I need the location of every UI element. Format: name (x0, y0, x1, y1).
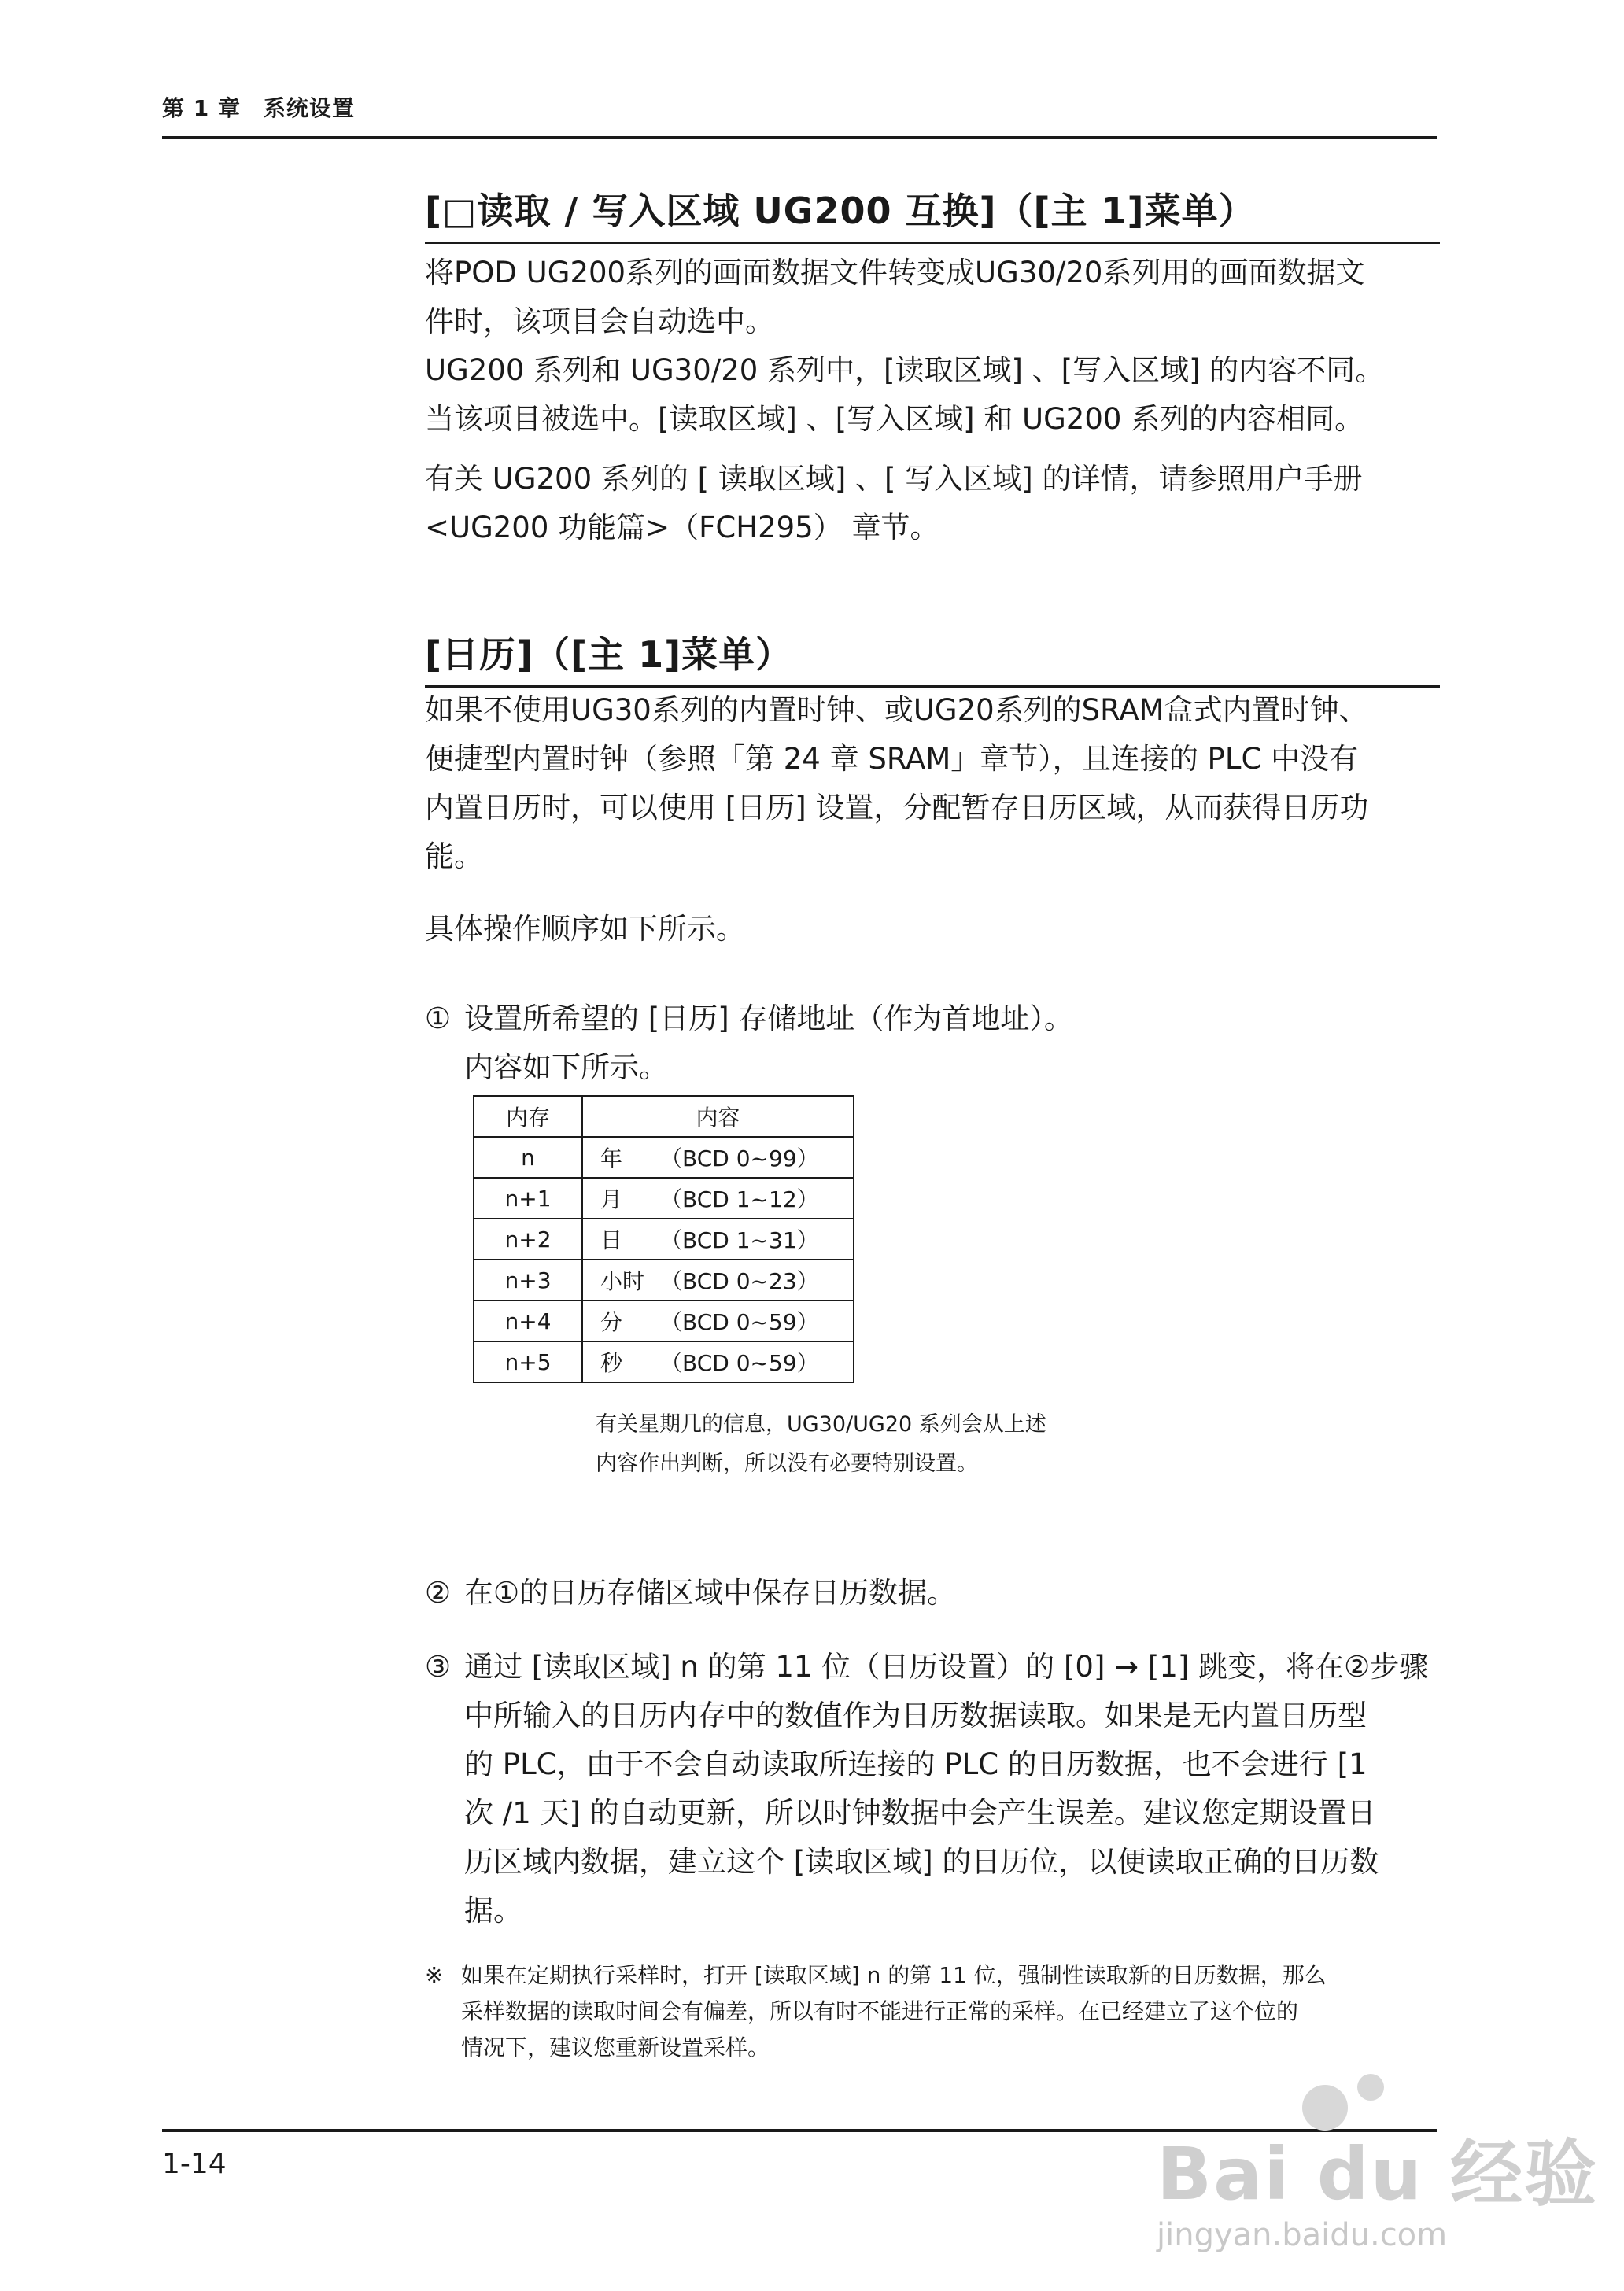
step-2 (425, 1569, 1440, 1618)
range-label: （BCD 0~23） (660, 1268, 819, 1294)
text-line: 的 PLC，由于不会自动读取所连接的 PLC 的日历数据，也不会进行 [1 (464, 1747, 1367, 1781)
content-cell (582, 1260, 854, 1300)
memory-cell: n (474, 1137, 582, 1178)
table-row (474, 1219, 854, 1260)
text-line: 件时，该项目会自动选中。 (425, 304, 774, 338)
content-cell (582, 1219, 854, 1260)
text-line: 有关 UG200 系列的 [ 读取区域] 、[ 写入区域] 的详情，请参照用户手册 (425, 462, 1363, 496)
step-text: 在①的日历存储区域中保存日历数据。 (464, 1576, 957, 1610)
range-label: （BCD 0~59） (660, 1350, 819, 1376)
text-line: 通过 [读取区域] n 的第 11 位（日历设置）的 [0] → [1] 跳变，将在②步骤 (464, 1650, 1429, 1684)
section-title-readwrite-area: [□读取 / 写入区域 UG200 互换]（[主 1]菜单） (425, 190, 1256, 232)
unit-label: 年 (600, 1146, 623, 1171)
calendar-memory-table (473, 1095, 854, 1383)
table-row (474, 1137, 854, 1178)
text-line: 历区域内数据，建立这个 [读取区域] 的日历位，以便读取正确的日历数 (464, 1845, 1379, 1879)
paw-icon (1357, 2074, 1384, 2101)
table-note (596, 1405, 1046, 1484)
memory-cell: n+1 (474, 1178, 582, 1219)
chapter-header: 第 1 章 系统设置 (162, 95, 355, 121)
section2-paragraph1 (425, 686, 1440, 881)
text-line: 情况下，建议您重新设置采样。 (461, 2035, 770, 2060)
text-line: 有关星期几的信息，UG30/UG20 系列会从上述 (596, 1412, 1046, 1437)
table-row (474, 1178, 854, 1219)
text-line: 次 /1 天] 的自动更新，所以时钟数据中会产生误差。建议您定期设置日 (464, 1796, 1376, 1830)
section1-paragraph2 (425, 455, 1440, 552)
memory-cell: n+4 (474, 1300, 582, 1341)
table-row (474, 1300, 854, 1341)
section1-paragraph1 (425, 249, 1440, 444)
text-line: 将POD UG200系列的画面数据文件转变成UG30/20系列用的画面数据文 (425, 256, 1365, 290)
text-line: 中所输入的日历内存中的数值作为日历数据读取。如果是无内置日历型 (464, 1699, 1367, 1732)
text-line: 据。 (464, 1894, 522, 1928)
text-line: 采样数据的读取时间会有偏差，所以有时不能进行正常的采样。在已经建立了这个位的 (461, 1998, 1299, 2024)
section-title-calendar: [日历]（[主 1]菜单） (425, 633, 793, 676)
section-title-rule (425, 242, 1440, 244)
text-line: 当该项目被选中。[读取区域] 、[写入区域] 和 UG200 系列的内容相同。 (425, 402, 1364, 436)
unit-label: 小时 (600, 1268, 645, 1294)
content-cell (582, 1300, 854, 1341)
table-row (474, 1341, 854, 1382)
range-label: （BCD 1~31） (660, 1227, 819, 1253)
text-line: 能。 (425, 839, 483, 873)
memory-cell: n+3 (474, 1260, 582, 1300)
text-line: 如果不使用UG30系列的内置时钟、或UG20系列的SRAM盒式内置时钟、 (425, 693, 1368, 727)
range-label: （BCD 0~99） (660, 1146, 819, 1171)
watermark-brand: Bai du 经验 (1157, 2132, 1599, 2216)
unit-label: 秒 (600, 1350, 623, 1376)
unit-label: 月 (600, 1186, 623, 1212)
text-line: UG200 系列和 UG30/20 系列中，[读取区域] 、[写入区域] 的内容不同。 (425, 353, 1385, 387)
content-cell (582, 1137, 854, 1178)
memory-cell: n+5 (474, 1341, 582, 1382)
step-1 (425, 994, 1440, 1092)
text-line: 设置所希望的 [日历] 存储地址（作为首地址）。 (464, 1002, 1073, 1035)
unit-label: 分 (600, 1309, 623, 1335)
text-line: <UG200 功能篇>（FCH295） 章节。 (425, 511, 939, 544)
range-label: （BCD 0~59） (660, 1309, 819, 1335)
footnote (425, 1957, 1440, 2066)
table-row (474, 1260, 854, 1300)
table-header-row (474, 1096, 854, 1137)
text-line: 便捷型内置时钟（参照「第 24 章 SRAM」章节），且连接的 PLC 中没有 (425, 742, 1359, 776)
section2-paragraph2: 具体操作顺序如下所示。 (425, 912, 745, 946)
content-cell (582, 1178, 854, 1219)
column-header-content: 内容 (582, 1096, 854, 1137)
step-3 (425, 1643, 1440, 1935)
range-label: （BCD 1~12） (660, 1186, 819, 1212)
column-header-memory: 内存 (474, 1096, 582, 1137)
baidu-watermark (1133, 2069, 1599, 2253)
text-line: 如果在定期执行采样时，打开 [读取区域] n 的第 11 位，强制性读取新的日历数据，那么 (461, 1962, 1327, 1988)
header-rule (162, 136, 1437, 139)
reference-mark: ※ (425, 1962, 444, 1988)
unit-label: 日 (600, 1227, 623, 1253)
step-number: ① (425, 1002, 452, 1035)
memory-cell: n+2 (474, 1219, 582, 1260)
step-number: ② (425, 1576, 452, 1610)
text-line: 内容如下所示。 (464, 1050, 668, 1084)
text-line: 内容作出判断，所以没有必要特别设置。 (596, 1452, 978, 1476)
content-cell (582, 1341, 854, 1382)
step-number: ③ (425, 1650, 452, 1684)
watermark-site: jingyan.baidu.com (1157, 2217, 1448, 2253)
text-line: 内置日历时，可以使用 [日历] 设置，分配暂存日历区域，从而获得日历功 (425, 791, 1369, 825)
page-number: 1-14 (162, 2148, 227, 2180)
